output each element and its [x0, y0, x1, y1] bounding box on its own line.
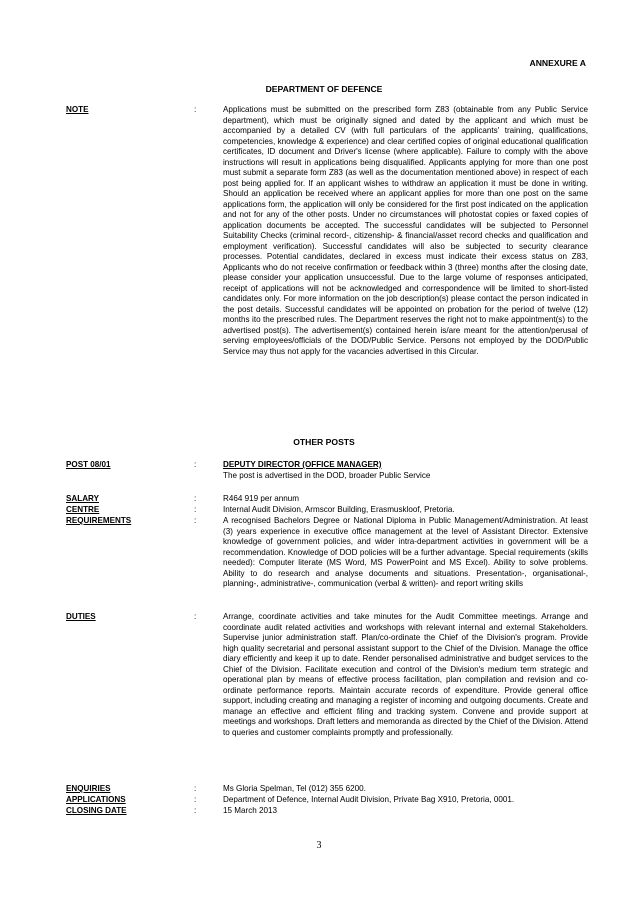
- colon: :: [194, 516, 197, 525]
- note-text: Applications must be submitted on the prescribed form Z83 (obtainable from any Public Service department), which must be originally signed and dated by the applicant and which must be accompanied by a detailed CV (with full particulars of the applicants' training, qualifications, competencies, knowledge & experience) and clear certified copies of original educational qualification certificates, ID document and Driver's license (where applicable). Failure to comply with the above instructions will result in applications being disqualified. Applicants applying for more than one post must submit a separate form Z83 (as well as the documentation mentioned above) in respect of each post being applied for. If an applicant wishes to withdraw an application it must be done in writing. Should an application be received where an applicant applies for more than one post on the same applications form, the application will only be considered for the first post indicated on the application and not for any of the other posts. Under no circumstances will photostat copies or faxed copies of application documents be accepted. The successful candidates will be subjected to Personnel Suitability Checks (criminal record-, citizenship- & financial/asset record checks and qualification and employment verification). Successful candidates will also be subjected to security clearance processes. Potential candidates, declared in excess must indicate their excess status on Z83, Applicants who do not receive confirmation or feedback within 3 (three) months after the closing date, please consider your application unsuccessful. Due to the large volume of responses anticipated, receipt of applications will not be acknowledged and correspondence will be limited to short-listed candidates only. For more information on the job description(s) please contact the person indicated in the post details. Successful candidates will be appointed on probation for the period of twelve (12) months ito the prescribed rules. The Department reserves the right not to make appointment(s) to the advertised post(s). The advertisement(s) contained herein is/are meant for the attention/perusal of serving employees/officials of the DOD/Public Service. Persons not employed by the DOD/Public Service may thus not apply for the vacancies advertised in this Circular.: [223, 105, 588, 356]
- colon: :: [194, 784, 197, 793]
- post-details: [223, 460, 588, 481]
- centre-value: Internal Audit Division, Armscor Building, Erasmuskloof, Pretoria.: [223, 505, 455, 514]
- centre-label: CENTRE: [66, 505, 100, 514]
- department-heading: DEPARTMENT OF DEFENCE: [265, 84, 383, 94]
- colon: :: [194, 505, 197, 514]
- enquiries-value: Ms Gloria Spelman, Tel (012) 355 6200.: [223, 784, 366, 793]
- annexure-label: ANNEXURE A: [529, 58, 586, 68]
- other-posts-heading: OTHER POSTS: [293, 437, 355, 447]
- duties-label: DUTIES: [66, 612, 96, 621]
- requirements-label: REQUIREMENTS: [66, 516, 132, 525]
- post-label: POST 08/01: [66, 460, 111, 469]
- page-number: 3: [316, 840, 322, 851]
- note-label: NOTE: [66, 105, 89, 114]
- post-subtitle: The post is advertised in the DOD, broader Public Service: [223, 470, 431, 480]
- closing-date-label: CLOSING DATE: [66, 806, 127, 815]
- duties-text: Arrange, coordinate activities and take minutes for the Audit Committee meetings. Arrange and coordinate audit related activities and workshops with relevant internal and external Stakeholders. Supervise junior administration staff. Plan/co-ordinate the Chief of the Division's program. Provide high quality secretarial and personal assistant support to the Chief of the Division. Manage the office diary efficiently and keep it up to date. Render personalised administrative and budget services to the Chief of the Division. Facilitate execution and control of the Division's medium term strategic and operational plan by means of effective process facilitation, plan compilation and revision and co-ordinate performance reports. Maintain accurate records of expenditure. Provide general office support, including creating and managing a register of incoming and outgoing documents. Create and manage an effective and efficient filing and tracking system. Convene and provide support at meetings and workshops. Draft letters and memoranda as directed by the Chief of the Division. Attend to queries and customer complaints promptly and professionally.: [223, 612, 588, 737]
- colon: :: [194, 460, 197, 469]
- enquiries-label: ENQUIRIES: [66, 784, 111, 793]
- salary-label: SALARY: [66, 494, 99, 503]
- colon: :: [194, 494, 197, 503]
- colon: :: [194, 795, 197, 804]
- applications-label: APPLICATIONS: [66, 795, 126, 804]
- post-title: DEPUTY DIRECTOR (OFFICE MANAGER): [223, 460, 382, 469]
- salary-value: R464 919 per annum: [223, 494, 300, 503]
- colon: :: [194, 612, 197, 621]
- closing-date-value: 15 March 2013: [223, 806, 277, 815]
- colon: :: [194, 105, 197, 114]
- applications-value: Department of Defence, Internal Audit Division, Private Bag X910, Pretoria, 0001.: [223, 795, 515, 804]
- colon: :: [194, 806, 197, 815]
- requirements-text: A recognised Bachelors Degree or National Diploma in Public Management/Administration. At least (3) years experience in executive office management at the level of Assistant Director. Extensive knowledge of government policies, and wider intra-department activities in government will be a recommendation. Knowledge of DOD policies will be a further advantage. Special requirements (skills needed): Computer literate (MS Word, MS PowerPoint and MS Excel). Ability to solve problems. Ability to do research and analyse documents and situations. Presentation-, organisational-, planning-, administrative-, communication (verbal & written)- and report writing skills: [223, 516, 588, 588]
- note-row: [66, 105, 588, 431]
